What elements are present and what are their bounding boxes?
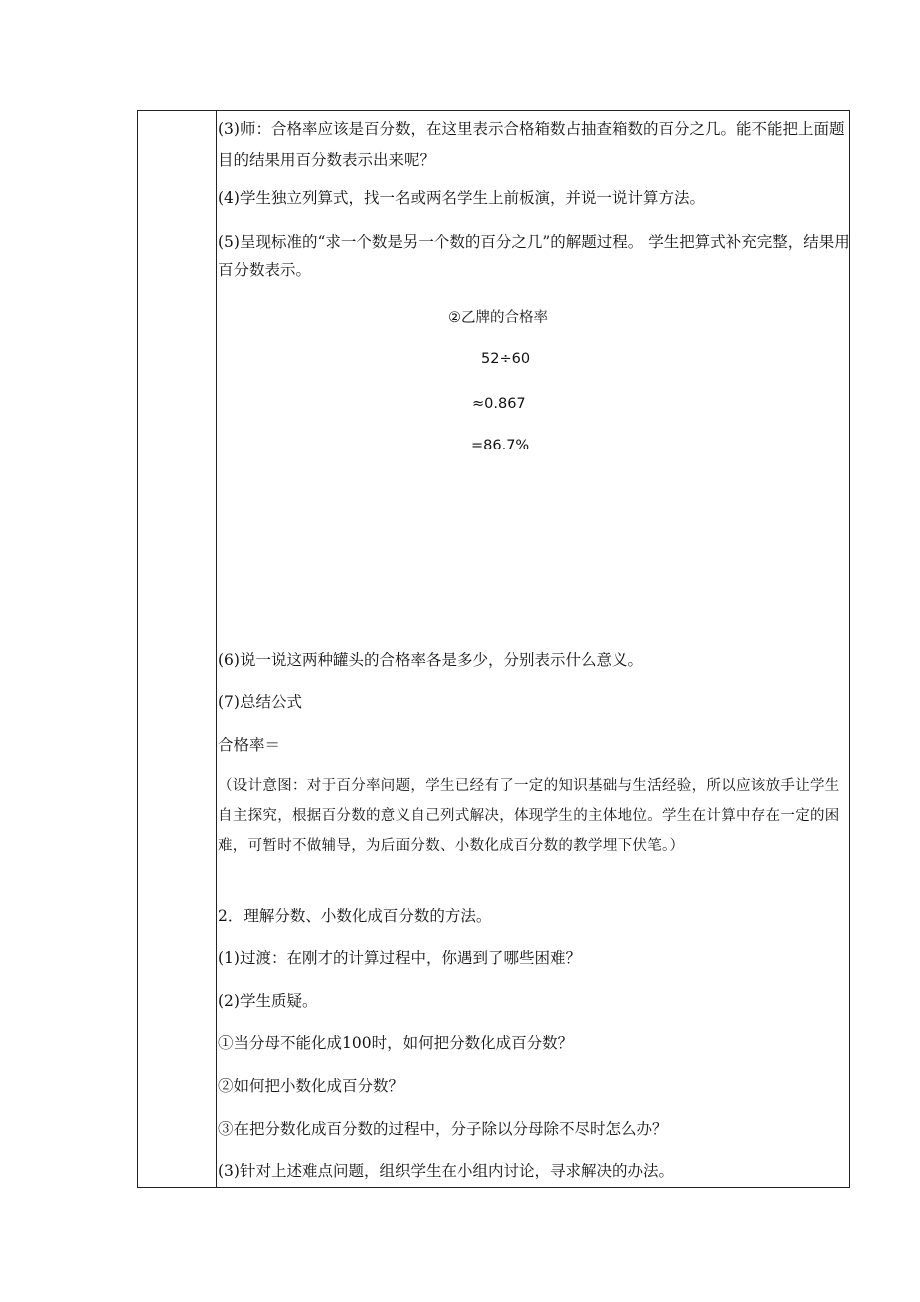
design-intent-text: （设计意图：对于百分率问题，学生已经有了一定的知识基础与生活经验，所以应该放手让学生自主探究，根据百分数的意义自己列式解决，体现学生的主体地位。学生在计算中存在一定的困难，可暂时不做辅导，为后面分数、小数化成百分数的教学埋下伏笔。） <box>218 778 840 854</box>
section-2-step-3: (3)针对上述难点问题，组织学生在小组内讨论，寻求解决的办法。 <box>218 1162 674 1180</box>
figure-line-division: 52÷60 <box>481 351 531 367</box>
column-divider <box>216 111 217 1187</box>
figure-line-approx: ≈0.867 <box>472 396 526 412</box>
step-5-text: (5)呈现标准的“求一个数是另一个数的百分之几”的解题过程。 学生把算式补充完整，结果用百分数表示。 <box>218 233 850 279</box>
figure-line-percent-text: =86.7% <box>471 438 530 449</box>
lesson-table <box>137 110 850 1188</box>
step-6-text: (6)说一说这两种罐头的合格率各是多少，分别表示什么意义。 <box>218 651 643 669</box>
step-7-text: (7)总结公式 <box>218 693 302 711</box>
figure-title: ②乙牌的合格率 <box>448 310 548 326</box>
question-2: ②如何把小数化成百分数？ <box>218 1077 405 1095</box>
question-1: ①当分母不能化成100时，如何把分数化成百分数？ <box>218 1034 574 1052</box>
section-2-step-2: (2)学生质疑。 <box>218 992 318 1010</box>
step-4-text: (4)学生独立列算式，找一名或两名学生上前板演，并说一说计算方法。 <box>218 189 705 207</box>
step-3-text: (3)师：合格率应该是百分数，在这里表示合格箱数占抽查箱数的百分之几。能不能把上面题目的结果用百分数表示出来呢？ <box>218 120 845 169</box>
section-2-heading: 2．理解分数、小数化成百分数的方法。 <box>218 907 492 925</box>
formula-text: 合格率＝ <box>218 736 281 754</box>
figure-line-percent <box>468 436 588 449</box>
lesson-content-cell <box>218 111 849 1187</box>
question-3: ③在把分数化成百分数的过程中，分子除以分母除不尽时怎么办？ <box>218 1120 668 1138</box>
section-2-step-1: (1)过渡：在刚才的计算过程中，你遇到了哪些困难？ <box>218 949 581 967</box>
